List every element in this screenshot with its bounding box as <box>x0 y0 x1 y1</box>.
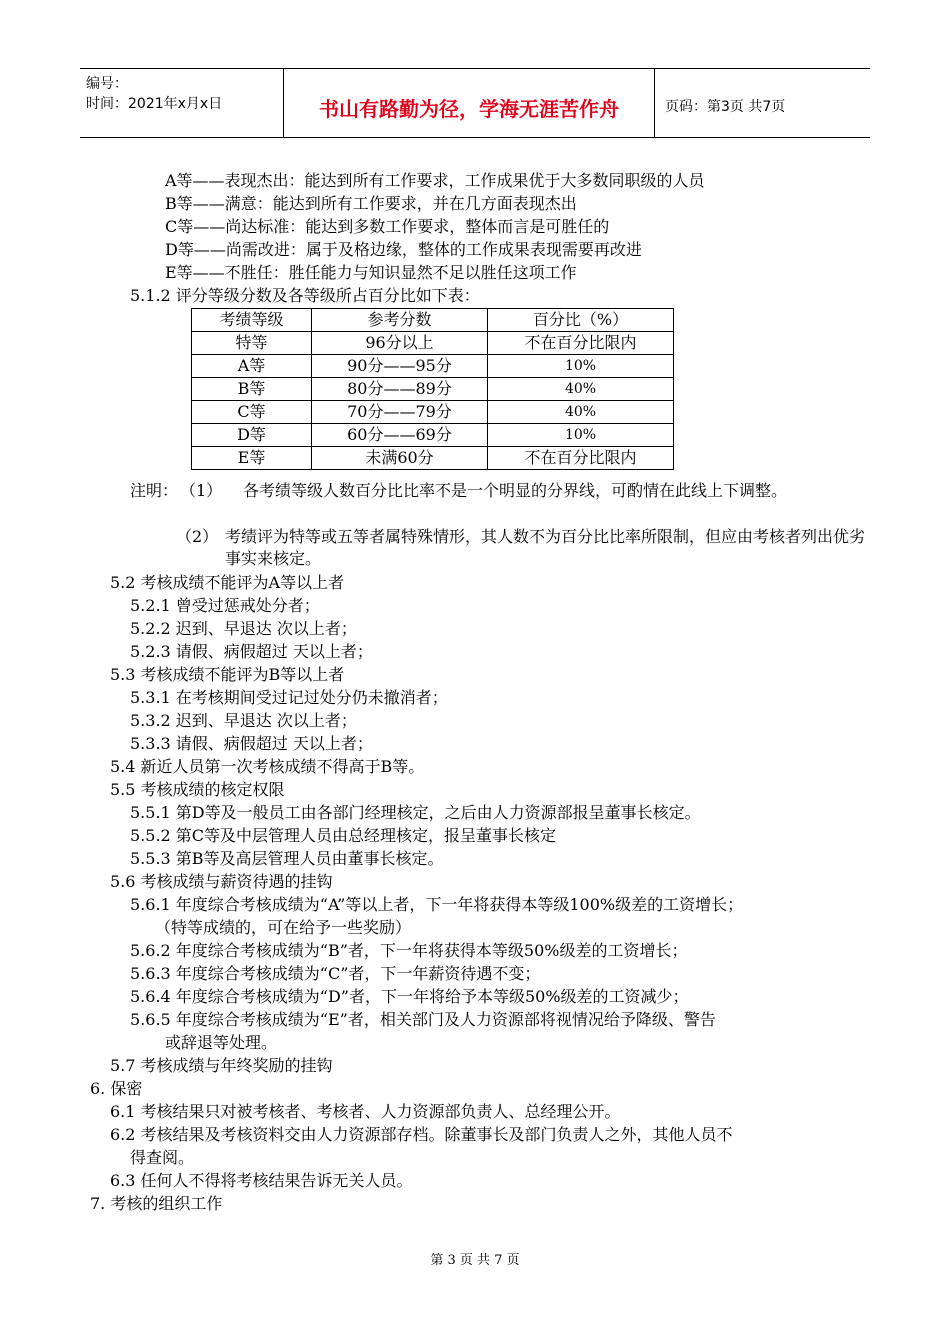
table-row <box>192 447 674 470</box>
section-5-6-4: 5.6.4 年度综合考核成绩为“D”者，下一年将给予本等级50%级差的工资减少； <box>130 987 689 1006</box>
section-5-3-2: 5.3.2 迟到、早退达 次以上者； <box>130 711 357 730</box>
table-cell: 40% <box>488 401 674 424</box>
section-5-3-1: 5.3.1 在考核期间受过记过处分仍未撤消者； <box>130 688 448 707</box>
table-cell: 70分——79分 <box>312 401 488 424</box>
score-table <box>191 308 674 470</box>
table-cell: 不在百分比限内 <box>488 447 674 470</box>
number-label: 编号： <box>86 76 128 92</box>
section-5-6-2: 5.6.2 年度综合考核成绩为“B”者，下一年将获得本等级50%级差的工资增长； <box>130 941 688 960</box>
grade-e-description: E等——不胜任：胜任能力与知识显然不足以胜任这项工作 <box>165 263 577 282</box>
section-5-6-1-cont: （特等成绩的，可在给予一些奖励） <box>155 918 412 937</box>
table-cell: 90分——95分 <box>312 355 488 378</box>
table-cell: 未满60分 <box>312 447 488 470</box>
table-cell: B等 <box>192 378 312 401</box>
section-5-6: 5.6 考核成绩与薪资待遇的挂钩 <box>110 872 333 891</box>
section-5-6-5-cont: 或辞退等处理。 <box>165 1033 278 1052</box>
page-header <box>80 68 870 138</box>
table-cell: C等 <box>192 401 312 424</box>
table-cell: 10% <box>488 424 674 447</box>
section-6-2: 6.2 考核结果及考核资料交由人力资源部存档。除董事长及部门负责人之外，其他人员不 <box>110 1125 733 1144</box>
note-2-text: 考绩评为特等或五等者属特殊情形，其人数不为百分比比率所限制，但应由考核者列出优劣事实来核定。 <box>225 527 866 568</box>
header-left-cell <box>80 69 284 137</box>
motto: 书山有路勤为径，学海无涯苦作舟 <box>319 97 619 121</box>
section-5-2-2: 5.2.2 迟到、早退达 次以上者； <box>130 619 357 638</box>
section-7: 7. 考核的组织工作 <box>90 1194 223 1213</box>
table-row <box>192 401 674 424</box>
table-row <box>192 424 674 447</box>
grade-d-description: D等——尚需改进：属于及格边缘，整体的工作成果表现需要再改进 <box>165 240 642 259</box>
section-6-3: 6.3 任何人不得将考核结果告诉无关人员。 <box>110 1171 413 1190</box>
table-row <box>192 332 674 355</box>
note-1-text: 各考绩等级人数百分比比率不是一个明显的分界线，可酌情在此线上下调整。 <box>243 481 788 500</box>
section-5-2: 5.2 考核成绩不能评为A等以上者 <box>110 573 345 592</box>
table-cell: E等 <box>192 447 312 470</box>
table-cell: 60分——69分 <box>312 424 488 447</box>
notes-label: 注明： <box>130 481 179 500</box>
note-1-number: （1） <box>180 481 223 500</box>
section-5-1-2: 5.1.2 评分等级分数及各等级所占百分比如下表： <box>130 286 480 305</box>
section-5-6-1: 5.6.1 年度综合考核成绩为“A”等以上者，下一年将获得本等级100%级差的工资增长； <box>130 895 744 914</box>
section-6-1: 6.1 考核结果只对被考核者、考核者、人力资源部负责人、总经理公开。 <box>110 1102 621 1121</box>
section-5-7: 5.7 考核成绩与年终奖励的挂钩 <box>110 1056 333 1075</box>
table-header-cell: 参考分数 <box>312 309 488 332</box>
section-5-2-3: 5.2.3 请假、病假超过 天以上者； <box>130 642 373 661</box>
grade-a-description: A等——表现杰出：能达到所有工作要求，工作成果优于大多数同职级的人员 <box>165 171 705 190</box>
date-label: 时间：2021年x月x日 <box>86 96 223 112</box>
page-footer: 第 3 页 共 7 页 <box>430 1253 520 1268</box>
section-5-4: 5.4 新近人员第一次考核成绩不得高于B等。 <box>110 757 425 776</box>
table-cell: 10% <box>488 355 674 378</box>
section-5-5-3: 5.5.3 第B等及高层管理人员由董事长核定。 <box>130 849 444 868</box>
table-cell: 不在百分比限内 <box>488 332 674 355</box>
section-6-2-cont: 得查阅。 <box>130 1148 195 1167</box>
grade-c-description: C等——尚达标准：能达到多数工作要求，整体而言是可胜任的 <box>165 217 610 236</box>
section-6: 6. 保密 <box>90 1079 143 1098</box>
table-cell: 特等 <box>192 332 312 355</box>
table-header-cell: 百分比（%） <box>488 309 674 332</box>
table-header-row <box>192 309 674 332</box>
section-5-6-5: 5.6.5 年度综合考核成绩为“E”者，相关部门及人力资源部将视情况给予降级、警告 <box>130 1010 716 1029</box>
table-cell: 40% <box>488 378 674 401</box>
table-cell: A等 <box>192 355 312 378</box>
table-cell: D等 <box>192 424 312 447</box>
note-2-number: （2） <box>176 527 219 546</box>
table-row <box>192 378 674 401</box>
header-motto-cell <box>284 69 655 137</box>
grade-b-description: B等——满意：能达到所有工作要求，并在几方面表现杰出 <box>165 194 577 213</box>
table-cell: 80分——89分 <box>312 378 488 401</box>
section-5-6-3: 5.6.3 年度综合考核成绩为“C”者，下一年薪资待遇不变； <box>130 964 541 983</box>
section-5-2-1: 5.2.1 曾受过惩戒处分者； <box>130 596 320 615</box>
table-cell: 96分以上 <box>312 332 488 355</box>
table-header-cell: 考绩等级 <box>192 309 312 332</box>
section-5-3: 5.3 考核成绩不能评为B等以上者 <box>110 665 345 684</box>
section-5-5-2: 5.5.2 第C等及中层管理人员由总经理核定，报呈董事长核定 <box>130 826 557 845</box>
table-row <box>192 355 674 378</box>
section-5-5: 5.5 考核成绩的核定权限 <box>110 780 285 799</box>
header-right-cell <box>655 69 870 137</box>
section-5-5-1: 5.5.1 第D等及一般员工由各部门经理核定，之后由人力资源部报呈董事长核定。 <box>130 803 701 822</box>
page-label: 页码：第3页 共7页 <box>665 99 786 115</box>
section-5-3-3: 5.3.3 请假、病假超过 天以上者； <box>130 734 373 753</box>
